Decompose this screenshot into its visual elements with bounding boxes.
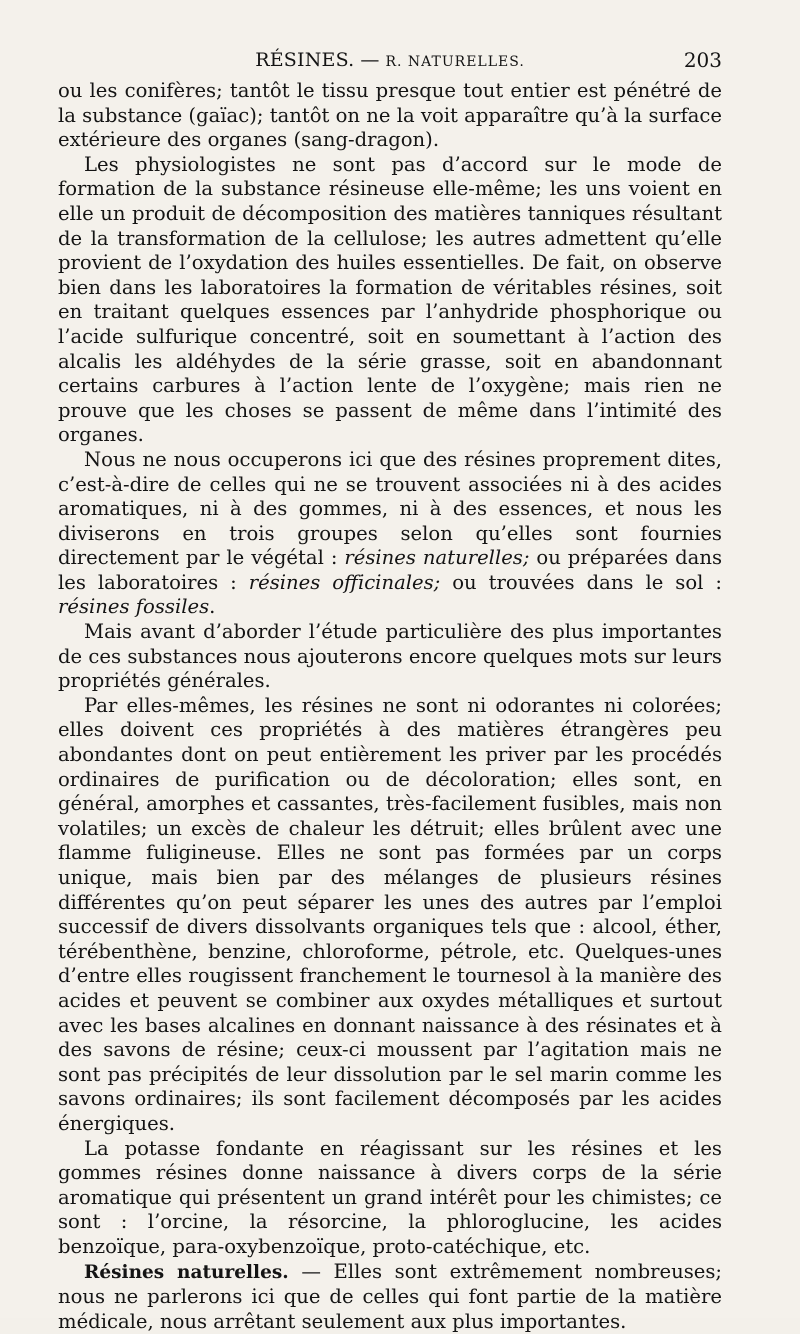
term-resines-fossiles: résines fossiles [58, 595, 209, 618]
paragraph-1: ou les conifères; tantôt le tissu presque tout entier est pénétré de la substance (gaïac); tantôt on ne la voit apparaître qu’à la surface extérieure des organes (sang-dragon). [58, 79, 722, 153]
paragraph-4: Mais avant d’aborder l’étude particulière des plus importantes de ces substances nous ajouterons encore quelques mots sur leurs propriétés générales. [58, 620, 722, 694]
paragraph-3 [58, 448, 722, 620]
body-text [58, 79, 722, 1334]
section-title: R. NATURELLES. [385, 54, 524, 70]
paragraph-7-text: — Elles sont extrêmement nombreuses; nous ne parlerons ici que de celles qui font partie de la matière médicale, nous arrêtant seulement aux plus importantes. [58, 1260, 722, 1333]
paragraph-3-text-c: ou trouvées dans le sol : [440, 571, 722, 594]
paragraph-5: Par elles-mêmes, les résines ne sont ni odorantes ni colorées; elles doivent ces propriétés à des matières étrangères peu abondantes dont on peut entièrement les priver par les procédés ordinaires de purification ou de décoloration; elles sont, en général, amorphes et cassantes, très-facilement fusibles, mais non volatiles; un excès de chaleur les détruit; elles brûlent avec une flamme fuligineuse. Elles ne sont pas formées par un corps unique, mais bien par des mélanges de plusieurs résines différentes qu’on peut séparer les unes des autres par l’emploi successif de divers dissolvants organiques tels que : alcool, éther, térébenthène, benzine, chloroforme, pétrole, etc. Quelques-unes d’entre elles rougissent franchement le tournesol à la manière des acides et peuvent se combiner aux oxydes métalliques et surtout avec les bases alcalines en donnant naissance à des résinates et à des savons de résine; ceux-ci moussent par l’agitation mais ne sont pas précipités de leur dissolution par le sel marin comme les savons ordinaires; ils sont facilement décomposés par les acides énergiques. [58, 694, 722, 1137]
paragraph-3-text-a: Nous ne nous occuperons ici que des résines proprement dites, c’est-à-dire de celles qui ne se trouvent associées ni à des acides aromatiques, ni à des gommes, ni à des essences, et nous les diviserons en trois groupes selon qu’elles sont fournies directement par le végétal : [58, 448, 722, 569]
paragraph-3-text-d: . [209, 595, 215, 618]
paragraph-6: La potasse fondante en réagissant sur les résines et les gommes résines donne naissance à divers corps de la série aromatique qui présentent un grand intérêt pour les chimistes; ce sont : l’orcine, la résorcine, la phloroglucine, les acides benzoïque, para-oxybenzoïque, proto-catéchique, etc. [58, 1137, 722, 1260]
term-resines-naturelles: résines naturelles; [344, 546, 529, 569]
paragraph-7 [58, 1260, 722, 1334]
term-resines-officinales: résines officinales; [249, 571, 441, 594]
paragraph-3-text-b: ou préparées dans les laboratoires : [58, 546, 722, 594]
paragraph-2: Les physiologistes ne sont pas d’accord sur le mode de formation de la substance résineuse elle-même; les uns voient en elle un produit de décomposition des matières tanniques résultant de la transformation de la cellulose; les autres admettent qu’elle provient de l’oxydation des huiles essentielles. De fait, on observe bien dans les laboratoires la formation de véritables résines, soit en traitant quelques essences par l’anhydride phosphorique ou l’acide sulfurique concentré, soit en soumettant à l’action des alcalis les aldéhydes de la série grasse, soit en abandonnant certains carbures à l’action lente de l’oxygène; mais rien ne prouve que les choses se passent de même dans l’intimité des organes. [58, 153, 722, 448]
section-heading-resines-naturelles: Résines naturelles. [84, 1262, 289, 1283]
chapter-title: RÉSINES. [255, 49, 354, 71]
running-head [58, 45, 722, 79]
header-dash: — [354, 49, 385, 71]
page-number: 203 [684, 45, 722, 75]
